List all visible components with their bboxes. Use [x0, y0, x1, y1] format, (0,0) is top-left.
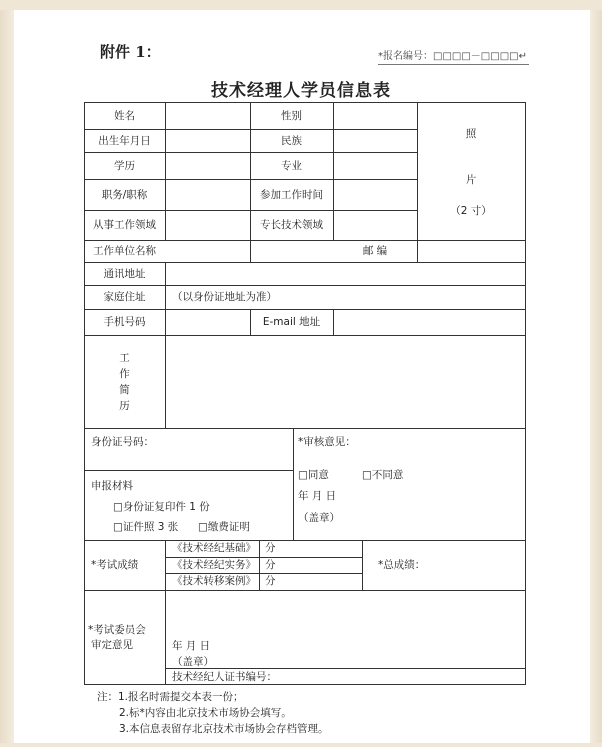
table-rule — [250, 102, 251, 262]
table-rule — [259, 540, 260, 590]
table-rule — [84, 470, 293, 471]
table-rule — [293, 428, 294, 540]
checkbox-id-copy[interactable]: □身份证复印件 1 份 — [113, 501, 210, 513]
course-practice: 《技术经纪实务》 — [172, 559, 256, 571]
label-id-number: 身份证号码： — [91, 436, 154, 448]
review-seal: （盖章） — [298, 512, 340, 524]
table-rule — [165, 262, 166, 428]
score-unit-1: 分 — [265, 542, 276, 554]
left-border — [0, 0, 14, 747]
photo-label-1: 照 — [465, 128, 477, 140]
right-border — [590, 0, 602, 747]
checkbox-agree[interactable]: □同意 — [298, 469, 329, 481]
label-expertise: 专长技术领域 — [260, 219, 323, 231]
label-address: 通讯地址 — [103, 268, 146, 280]
table-rule — [165, 540, 166, 684]
label-phone: 手机号码 — [103, 316, 146, 328]
label-birth: 出生年月日 — [98, 135, 151, 147]
table-rule — [165, 102, 166, 240]
committee-seal: （盖章） — [172, 656, 214, 668]
table-rule — [84, 262, 525, 263]
note-1: 注：1.报名时需提交本表一份； — [97, 691, 244, 703]
table-rule — [84, 590, 525, 591]
committee-date: 年 月 日 — [172, 640, 211, 652]
label-employer: 工作单位名称 — [93, 245, 156, 257]
label-gender: 性别 — [281, 110, 302, 122]
note-3: 3.本信息表留存北京技术市场协会存档管理。 — [119, 723, 329, 735]
checkbox-fee[interactable]: □缴费证明 — [198, 521, 250, 533]
label-email: E-mail 地址 — [262, 316, 321, 328]
score-unit-3: 分 — [265, 575, 276, 587]
resume-char-1: 工 — [119, 352, 130, 364]
label-position: 职务/职称 — [101, 189, 148, 201]
table-rule — [333, 102, 334, 240]
table-rule — [165, 668, 525, 669]
label-exam-scores: *考试成绩 — [91, 559, 139, 571]
label-review: *审核意见： — [298, 436, 356, 448]
label-materials: 申报材料 — [91, 480, 133, 492]
label-committee-1: *考试委员会 — [88, 624, 146, 636]
label-committee-2: 审定意见 — [91, 639, 133, 651]
table-rule — [525, 102, 526, 685]
label-total-score: *总成绩： — [378, 559, 426, 571]
label-education: 学历 — [114, 160, 135, 172]
top-border — [0, 0, 602, 10]
table-rule — [362, 540, 363, 590]
review-date: 年 月 日 — [298, 490, 337, 502]
resume-char-3: 简 — [119, 384, 130, 396]
photo-label-2: 片 — [465, 174, 477, 186]
label-name: 姓名 — [114, 110, 135, 122]
checkbox-photos[interactable]: □证件照 3 张 — [113, 521, 179, 533]
attachment-label: 附件 1： — [100, 43, 161, 61]
label-ethnicity: 民族 — [281, 135, 302, 147]
table-rule — [84, 428, 525, 429]
label-postcode: 邮 编 — [362, 245, 388, 257]
table-rule — [165, 557, 362, 558]
table-rule — [84, 540, 525, 541]
bottom-border — [0, 743, 602, 747]
form-title: 技术经理人学员信息表 — [211, 81, 391, 101]
home-hint: （以身份证地址为准） — [172, 291, 277, 303]
table-rule — [165, 573, 362, 574]
label-major: 专业 — [281, 160, 302, 172]
table-rule — [84, 335, 525, 336]
label-home: 家庭住址 — [103, 291, 146, 303]
score-unit-2: 分 — [265, 559, 276, 571]
label-cert-number: 技术经纪人证书编号： — [172, 671, 277, 683]
table-rule — [84, 102, 525, 103]
table-rule — [84, 240, 525, 241]
note-2: 2.标*内容由北京技术市场协会填写。 — [119, 707, 292, 719]
registration-number: *报名编号：□□□□－□□□□↵ — [378, 47, 529, 65]
label-field: 从事工作领域 — [93, 219, 156, 231]
table-rule — [333, 309, 334, 335]
photo-size: （2 寸） — [450, 205, 492, 217]
course-basics: 《技术经纪基础》 — [172, 542, 256, 554]
resume-char-4: 历 — [119, 400, 130, 412]
table-rule — [84, 684, 525, 685]
course-cases: 《技术转移案例》 — [172, 575, 256, 587]
table-rule — [84, 309, 525, 310]
table-rule — [84, 285, 525, 286]
label-work-start: 参加工作时间 — [260, 189, 323, 201]
resume-char-2: 作 — [119, 368, 130, 380]
checkbox-disagree[interactable]: □不同意 — [362, 469, 404, 481]
